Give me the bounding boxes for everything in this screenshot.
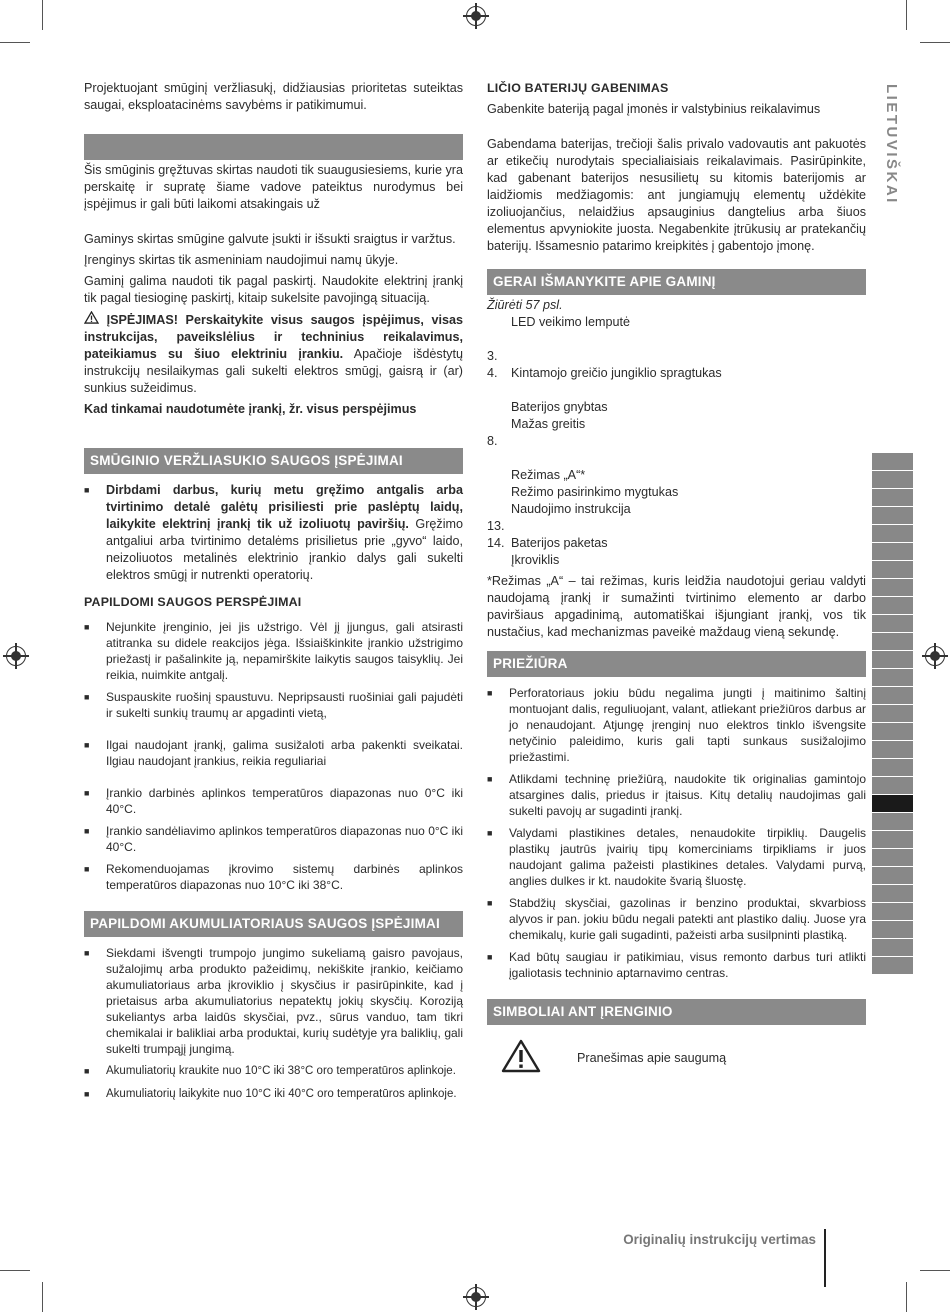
parts-list-item [487,331,866,348]
paragraph: Gabendama baterijas, trečioji šalis privalo vadovautis ant pakuotės ar etikečių nurodytais specialiaisiais reikalavimais. Pasirūpinkite, kad gabenant baterijos nesusilietų su kitomis baterijomis ar laidžiomis medžiagomis: ant jungiamųjų elementų uždėkite izoliuojančius, nelaidžius apsauginius dangtelius arba šiuos elementus apvyniokite juosta. Negabenkite įtrūkusių ar pratekančių baterijų. Išsamesnio patarimo kreipkitės į gabentojo įmonę. [487,137,866,253]
part-number: 3. [487,349,498,363]
warning-bold-text: ĮSPĖJIMAS! Perskaitykite visus saugos įspėjimus, visas instrukcijas, paveikslėlius ir techninius reikalavimus, pateikiamus su šiuo elektriniu įrankiu. [84,313,464,361]
registration-mark-icon [466,6,486,26]
list-item: ■ Valydami plastikines detales, nenaudokite tirpiklių. Daugelis plastikų jautrūs įvairių tipų komerciniams tirpikliams ir juos naudojant galima pažeisti plastikines detales. Valydami purvą, anglies dulkes ir kt. naudokite švarią šluostę. [487,826,866,888]
bullet-icon: ■ [84,788,90,798]
section-heading: GERAI IŠMANYKITE APIE GAMINĮ [487,269,866,295]
language-tab-strip [872,453,913,975]
parts-list-item [487,450,866,467]
parts-list-item [487,399,866,416]
part-number: 4. [487,366,498,380]
language-tab [872,633,913,651]
language-tab [872,723,913,741]
mode-note: *Režimas „A“ – tai režimas, kuris leidžia naudotojui geriau valdyti naudojamą įrankį ir sumažinti tvirtinimo elemento ar darbo paviršiaus apgadinimą, automatiškai išjungiant įrankį, vos tik nustačius, kad mechanizmas paveikė maždaug vieną sekundę. [487,574,866,639]
part-label: LED veikimo lemputė [511,315,630,329]
language-tab [872,453,913,471]
language-tab [872,867,913,885]
parts-list-item [487,365,866,382]
bullet-icon: ■ [487,828,493,838]
language-tab [872,489,913,507]
part-label [511,450,866,467]
warning-icon [84,313,107,327]
language-tab [872,903,913,921]
subheading: LIČIO BATERIJŲ GABENIMAS [487,81,669,95]
language-tab [872,885,913,903]
language-tab [872,669,913,687]
section-heading: SIMBOLIAI ANT ĮRENGINIO [487,999,866,1025]
parts-list-item [487,501,866,518]
bullet-icon: ■ [84,1066,90,1076]
bullet-icon: ■ [487,774,493,784]
part-number [487,399,511,416]
part-label: Baterijos paketas [511,536,608,550]
intro-paragraph: Projektuojant smūginį veržliasukį, didžiausias prioritetas suteiktas saugai, eksploatacinėms savybėms ir patikimumui. [84,81,463,112]
list-item: ■ Siekdami išvengti trumpojo jungimo sukeliamą gaisro pavojaus, sužalojimų arba produkto pažeidimų, nekiškite įrankio, keičiamo akumuliatoriaus arba įkroviklio į skysčius ir pasirūpinkite, kad į prietaisus arba akumuliatorius nepatektų jokių skysčių. Koroziją sukeliantys arba laidūs skysčiai, pvz., sūrus vanduo, tam tikri chemikalai ir balikliai arba produktai, kurių sudėtyje yra baliklių, gali sukelti trumpąjį jungimą. [84,946,463,1056]
section-heading: PRIEŽIŪRA [487,651,866,677]
paragraph: Gaminys skirtas smūgine galvute įsukti ir išsukti sraigtus ir varžtus. [84,232,456,246]
part-number [487,552,511,569]
crop-mark [920,42,950,43]
parts-list [487,314,866,569]
parts-list-item [487,484,866,501]
part-number [487,331,511,348]
language-tab [872,957,913,975]
list-item: ■ Stabdžių skysčiai, gazolinas ir benzino produktai, skvarbioss alyvos ir pan. jokiu būdu negali patekti ant plastiko dalių. Juose yra chemikalų, kurie gali sugadinti, pažeisti arba susilpninti plastiką. [487,896,866,942]
bullet-icon: ■ [487,898,493,908]
parts-list-item [487,382,866,399]
footer-divider [824,1229,826,1287]
symbol-row [487,1039,866,1078]
section-heading: SMŪGINIO VERŽLIASUKIO SAUGOS ĮSPĖJIMAI [84,448,463,474]
part-label [511,348,866,365]
list-item: ■ Akumuliatorių kraukite nuo 10°C iki 38°C oro temperatūros aplinkoje. [84,1063,463,1080]
crop-mark [906,0,907,30]
language-tab [872,615,913,633]
part-label [511,382,866,399]
paragraph: Šis smūginis gręžtuvas skirtas naudoti tik suaugusiesiems, kurie yra perskaitę ir supratę šiame vadove pateiktus nurodymus bei įspėjimus ir gali būti laikomi atsakingais už [84,163,463,211]
bullet-icon: ■ [487,688,493,698]
subheading: PAPILDOMI SAUGOS PERSPĖJIMAI [84,595,302,609]
list-item: ■ Ilgai naudojant įrankį, galima susižaloti arba pakenkti sveikatai. Ilgiau naudojant įrankius, reikia reguliariai [84,738,463,768]
warning-paragraph [84,311,463,397]
bullet-icon: ■ [84,740,90,750]
part-label: Baterijos gnybtas [511,400,608,414]
list-item: ■ Įrankio darbinės aplinkos temperatūros diapazonas nuo 0°C iki 40°C. [84,786,463,816]
list-item: ■ Akumuliatorių laikykite nuo 10°C iki 40°C oro temperatūros aplinkoje. [84,1086,463,1103]
paragraph: Gabenkite bateriją pagal įmonės ir valstybinius reikalavimus [487,102,821,116]
parts-list-item [487,314,866,331]
list-item: ■ Perforatoriaus jokiu būdu negalima jungti į maitinimo šaltinį montuojant dalis, reguliuojant, valant, atliekant priežiūros darbus ar jo nenaudojant. Atjungę įrenginį nuo elektros tinklo išvengsite netyčinio paleidimo, kuris gali tapti sunkaus susižalojimo priežastimi. [487,686,866,764]
part-number: 14. [487,536,505,550]
language-tab [872,741,913,759]
list-item: ■ Suspauskite ruošinį spaustuvu. Nepripsausti ruošiniai gali pajudėti ir sukelti sunkių traumų ar apgadinti vietą, [84,690,463,720]
language-tab [872,525,913,543]
part-label: Mažas greitis [511,417,586,431]
parts-list-item [487,348,866,365]
part-label: Režimo pasirinkimo mygtukas [511,485,679,499]
language-tab [872,813,913,831]
registration-mark-icon [925,646,945,666]
crop-mark [906,1282,907,1312]
parts-list-item [487,433,866,450]
bullet-icon: ■ [84,692,90,702]
part-label [511,518,866,535]
language-tab [872,795,913,813]
crop-mark [0,42,30,43]
list-item: ■ Kad būtų saugiau ir patikimiau, visus remonto darbus turi atlikti įgaliotasis techninio aptarnavimo centras. [487,950,866,980]
part-label: Kintamojo greičio jungiklio spragtukas [511,366,722,380]
part-label: Naudojimo instrukcija [511,502,631,516]
page-reference: Žiūrėti 57 psl. [487,298,563,312]
language-tab [872,759,913,777]
crop-mark [0,1270,30,1271]
list-item: ■ Nejunkite įrenginio, jei jis užstrigo. Vėl jį įjungus, gali atsirasti atitranka su didele reakcijos jėga. Išsiaiškinkite įrankio užstrigimo priežastį ir pašalinkite ją, nepamirškite laikytis saugos taisyklių. Jei reikia, nuimkite antgalį. [84,620,463,682]
registration-mark-icon [6,646,26,666]
parts-list-item [487,467,866,484]
bullet-icon: ■ [84,485,90,495]
left-column [84,80,463,1109]
bold-note: Kad tinkamai naudotumėte įrankį, žr. visus perspėjimus [84,402,417,416]
part-number [487,450,511,467]
list-item: ■ Atlikdami techninę priežiūrą, naudokite tik originalias gamintojo atsargines dalis, priedus ir įtaisus. Kitų detalių naudojimas gali sukelti pavojų ar sugadinti įrankį. [487,772,866,818]
part-label [511,433,866,450]
bullet-icon: ■ [84,826,90,836]
part-number [487,501,511,518]
blank-section-bar [84,134,463,160]
part-number: 8. [487,434,498,448]
list-item: ■ Dirbdami darbus, kurių metu gręžimo antgalis arba tvirtinimo detalė galėtų prisiliesti prie paslėptų laidų, laikykite elektrinį įrankį tik už izoliuotų paviršių. Gręžimo antgaliui arba tvirtinimo detalėms prisilietus prie „gyvo“ laido, neizoliuotos metalinės elektrinio įrankio dalys gali sukelti elektros smūgį ir nutrenkti operatorių. [84,483,463,582]
part-number [487,382,511,399]
registration-mark-icon [466,1287,486,1307]
language-tab [872,543,913,561]
bullet-icon: ■ [84,622,90,632]
language-tab [872,471,913,489]
right-column [487,80,866,1078]
language-tab [872,597,913,615]
section-heading: PAPILDOMI AKUMULIATORIAUS SAUGOS ĮSPĖJIMAI [84,911,463,937]
paragraph: Gaminį galima naudoti tik pagal paskirtį. Naudokite elektrinį įrankį tik pagal tiesioginę paskirtį, kitaip sukelsite pavojingą situaciją. [84,274,463,305]
part-label: Įkroviklis [511,553,560,567]
bullet-icon: ■ [84,948,90,958]
symbol-description: Pranešimas apie saugumą [577,1051,727,1065]
crop-mark [42,1282,43,1312]
bullet-icon: ■ [84,1089,90,1099]
part-number [487,467,511,484]
warning-rest-text: Apačioje išdėstytų instrukcijų nesilaikymas gali sukelti elektros smūgį, gaisrą ir (ar) sunkius sužeidimus. [84,347,463,395]
part-number [487,416,511,433]
parts-list-item [487,552,866,569]
parts-list-item [487,535,866,552]
parts-list-item [487,518,866,535]
part-label [511,331,866,348]
language-tab [872,849,913,867]
bullet-icon: ■ [84,864,90,874]
language-tab [872,651,913,669]
language-tab [872,705,913,723]
part-number [487,484,511,501]
list-item: ■ Įrankio sandėliavimo aplinkos temperatūros diapazonas nuo 0°C iki 40°C. [84,824,463,854]
bullet-icon: ■ [487,952,493,962]
parts-list-item [487,416,866,433]
paragraph: Įrenginys skirtas tik asmeniniam naudojimui namų ūkyje. [84,253,399,267]
language-tab [872,921,913,939]
part-number [487,314,511,331]
language-tab [872,831,913,849]
list-item: ■ Rekomenduojamas įkrovimo sistemų darbinės aplinkos temperatūros diapazonas nuo 10°C iki 38°C. [84,862,463,892]
language-tab [872,507,913,525]
language-tab [872,561,913,579]
crop-mark [920,1270,950,1271]
part-number: 13. [487,519,505,533]
footer-text: Originalių instrukcijų vertimas [623,1232,816,1247]
language-tab [872,579,913,597]
warning-triangle-icon [487,1039,577,1078]
crop-mark [42,0,43,30]
language-tab [872,687,913,705]
language-tab [872,777,913,795]
language-tab [872,939,913,957]
part-label: Režimas „A“* [511,468,586,482]
language-side-label: LIETUVIŠKAI [883,84,900,205]
